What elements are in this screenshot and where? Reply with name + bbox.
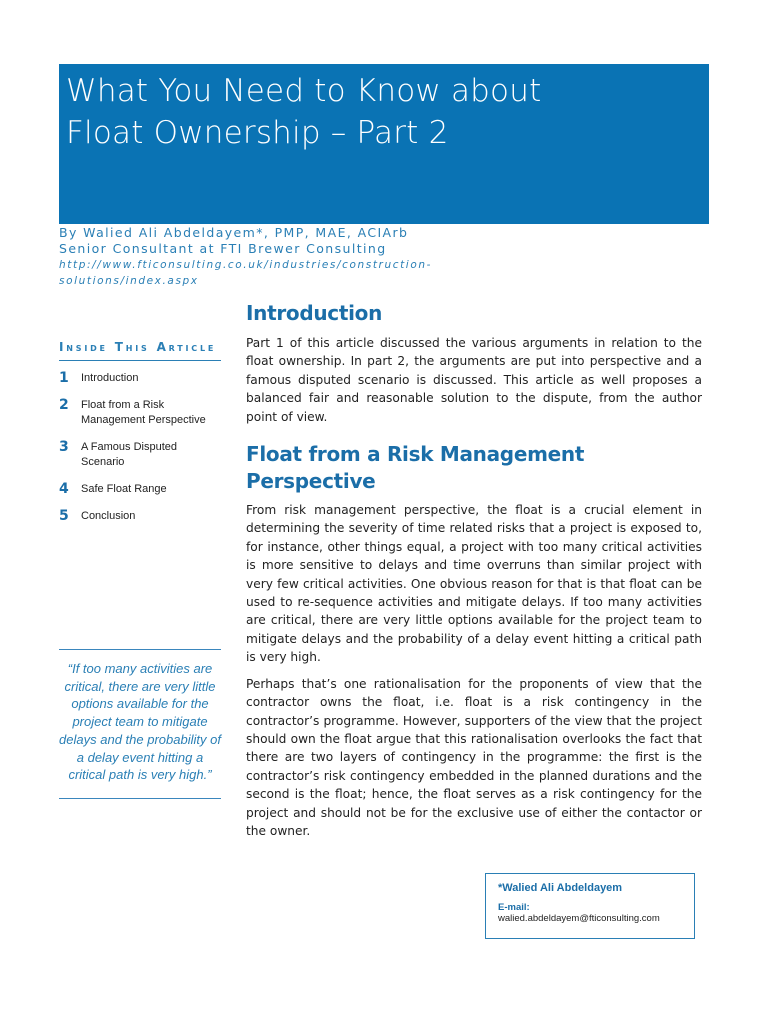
table-of-contents — [59, 371, 221, 524]
risk-paragraph-1: From risk management perspective, the float is a crucial element in determining the severity of time related risks that a project is exposed to, for instance, other things equal, a project with too many critical activities is more sensitive to delays and time overruns than similar project with very few critical activities. One obvious reason for that is that float can be used to re-sequence activities and mitigate delays. If too many activities are critical, there are very little options available for the project team to mitigate delays and the probability of a delay event hitting a critical path is very high. — [246, 503, 702, 665]
author-contact-box — [485, 873, 695, 939]
toc-label: Float from a Risk Management Perspective — [81, 399, 206, 426]
url-line-2: solutions/index.aspx — [59, 275, 199, 287]
title-banner — [59, 64, 709, 224]
toc-label: Conclusion — [81, 510, 136, 522]
risk-management-heading: Float from a Risk Management Perspective — [246, 442, 585, 494]
author-name: *Walied Ali Abdeldayem — [498, 882, 623, 894]
author-line: By Walied Ali Abdeldayem*, PMP, MAE, ACIArb — [59, 225, 409, 240]
url-line-1: http://www.fticonsulting.co.uk/industries/construction- — [59, 259, 432, 271]
sidebar — [59, 340, 221, 536]
pull-quote: “If too many activities are critical, there are very little options available for the project team to mitigate delays and the probability of a delay event hitting a critical path is very high.” — [59, 649, 221, 799]
toc-item-introduction[interactable] — [59, 371, 221, 386]
toc-number: 2 — [59, 397, 69, 413]
position-line: Senior Consultant at FTI Brewer Consulting — [59, 241, 387, 256]
byline — [59, 225, 709, 289]
toc-item-safe-float-range[interactable] — [59, 482, 221, 497]
toc-label: Introduction — [81, 372, 139, 384]
risk-paragraph-2: Perhaps that’s one rationalisation for the proponents of view that the contractor owns the float, i.e. float is a risk contingency in the contractor’s programme. However, supporters of the view that the project should own the float argue that this rationalisation overlooks the fact that there are two layers of contingency in the programme: the first is the contractor’s risk contingency embedded in the planned durations and the second is the float; hence, the float serves as a risk contingency for the project and should not be for the exclusive use of either the contactor or the owner. — [246, 676, 702, 838]
toc-number: 1 — [59, 370, 69, 386]
toc-number: 4 — [59, 481, 69, 497]
title-line-2: Float Ownership – Part 2 — [66, 115, 449, 151]
title-line-1: What You Need to Know about — [66, 73, 542, 109]
website-link[interactable] — [59, 257, 709, 289]
toc-item-risk-management[interactable] — [59, 398, 221, 428]
toc-label: A Famous Disputed Scenario — [81, 441, 177, 468]
email-label: E-mail: — [498, 902, 530, 913]
article-title — [66, 70, 541, 154]
toc-item-disputed-scenario[interactable] — [59, 440, 221, 470]
toc-label: Safe Float Range — [81, 483, 167, 495]
inside-article-title: Inside This Article — [59, 340, 221, 361]
main-content — [246, 300, 702, 840]
toc-number: 3 — [59, 439, 69, 455]
toc-item-conclusion[interactable] — [59, 509, 221, 524]
introduction-heading: Introduction — [246, 301, 383, 325]
introduction-paragraph: Part 1 of this article discussed the various arguments in relation to the float ownership. In part 2, the arguments are put into perspective and a famous disputed scenario is discussed. This article as well proposes a balanced fair and reasonable solution to the dispute, from the author point of view. — [246, 336, 702, 424]
toc-number: 5 — [59, 508, 69, 524]
email-link[interactable]: walied.abdeldayem@fticonsulting.com — [498, 913, 660, 924]
